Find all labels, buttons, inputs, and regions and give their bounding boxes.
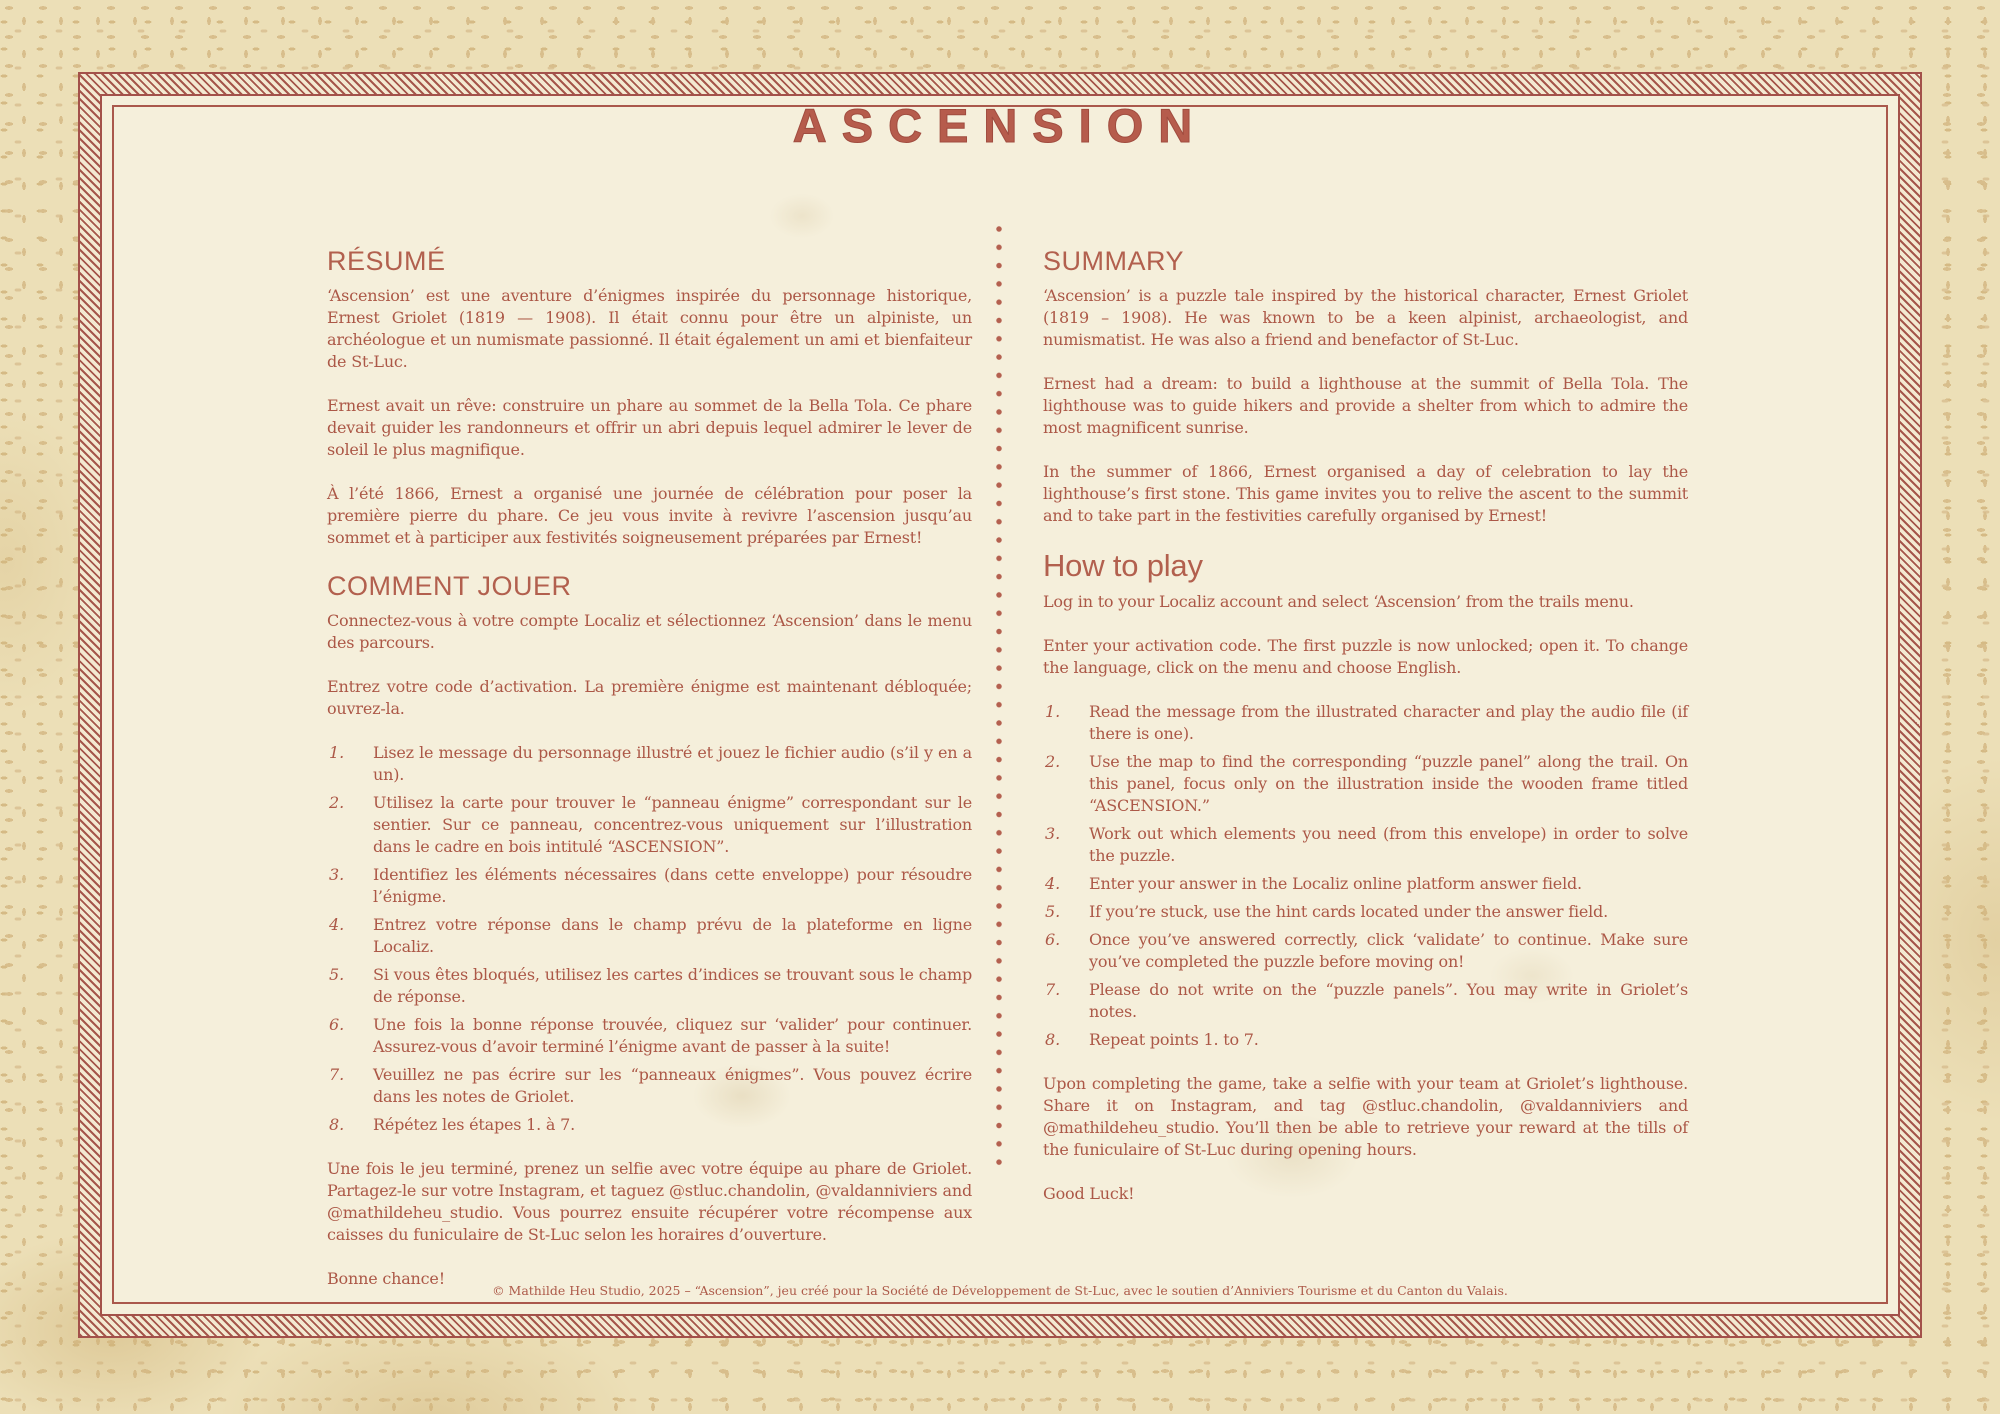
step-item	[327, 1114, 972, 1136]
heading-summary: SUMMARY	[1043, 246, 1185, 276]
step-item	[327, 1064, 972, 1108]
column-divider-dotted	[995, 224, 1003, 1176]
column-french	[327, 246, 972, 1290]
step-number: 3.	[329, 865, 345, 884]
paragraph: Enter your activation code. The first puzzle is now unlocked; open it. To change the language, click on the menu and choose English.	[1043, 636, 1688, 677]
step-text: Entrez votre réponse dans le champ prévu de la plateforme en ligne Localiz.	[373, 915, 972, 956]
paragraph: In the summer of 1866, Ernest organised a day of celebration to lay the lighthouse’s first stone. This game invites you to relive the ascent to the summit and to take part in the festivities carefully organised by Ernest!	[1043, 462, 1688, 525]
paragraph: Log in to your Localiz account and select ‘Ascension’ from the trails menu.	[1043, 592, 1634, 611]
step-text: Lisez le message du personnage illustré et jouez le fichier audio (s’il y en a un).	[373, 743, 972, 784]
steps-list-english	[1043, 701, 1688, 1051]
step-text: Utilisez la carte pour trouver le “panneau énigme” correspondant sur le sentier. Sur ce panneau, concentrez-vous uniquement sur l’illustration dans le cadre en bois intitulé “ASCENSION”.	[373, 793, 972, 856]
step-text: Enter your answer in the Localiz online platform answer field.	[1089, 874, 1582, 893]
step-number: 4.	[329, 915, 345, 934]
step-text: Si vous êtes bloqués, utilisez les cartes d’indices se trouvant sous le champ de réponse.	[373, 965, 972, 1006]
step-text: Une fois la bonne réponse trouvée, cliquez sur ‘valider’ pour continuer. Assurez-vous d’avoir terminé l’énigme avant de passer à la suite!	[373, 1015, 972, 1056]
heading-how-to-play: How to play	[1043, 548, 1203, 583]
step-number: 2.	[1045, 752, 1061, 771]
closing-line: Bonne chance!	[327, 1269, 445, 1288]
step-number: 1.	[1045, 702, 1061, 721]
paragraph: ‘Ascension’ est une aventure d’énigmes inspirée du personnage historique, Ernest Griolet (1819 — 1908). Il était connu pour être un alpiniste, un archéologue et un numismate passionné. Il était également un ami et bienfaiteur de St-Luc.	[327, 286, 972, 371]
step-number: 6.	[329, 1015, 345, 1034]
step-item	[1043, 701, 1688, 745]
step-item	[327, 864, 972, 908]
step-number: 7.	[1045, 980, 1061, 999]
outro-paragraph: Upon completing the game, take a selfie with your team at Griolet’s lighthouse. Share it on Instagram, and tag @stluc.chandolin, @valdanniviers and @mathildeheu_studio. You’ll then be able to retrieve your reward at the tills of the funiculaire of St-Luc during opening hours.	[1043, 1074, 1688, 1159]
step-item	[327, 914, 972, 958]
step-item	[327, 1014, 972, 1058]
step-item	[1043, 751, 1688, 817]
step-text: Use the map to find the corresponding “puzzle panel” along the trail. On this panel, focus only on the illustration inside the wooden frame titled “ASCENSION.”	[1089, 752, 1688, 815]
step-number: 5.	[1045, 902, 1061, 921]
step-text: Once you’ve answered correctly, click ‘validate’ to continue. Make sure you’ve completed the puzzle before moving on!	[1089, 930, 1688, 971]
paragraph: Connectez-vous à votre compte Localiz et sélectionnez ‘Ascension’ dans le menu des parcours.	[327, 611, 972, 652]
heading-resume: RÉSUMÉ	[327, 246, 446, 276]
step-text: Repeat points 1. to 7.	[1089, 1030, 1259, 1049]
paragraph: À l’été 1866, Ernest a organisé une journée de célébration pour poser la première pierre du phare. Ce jeu vous invite à revivre l’ascension jusqu’au sommet et à participer aux festivités soigneusement préparées par Ernest!	[327, 484, 972, 547]
paragraph: ‘Ascension’ is a puzzle tale inspired by the historical character, Ernest Griolet (1819 – 1908). He was known to be a keen alpinist, archaeologist, and numismatist. He was also a friend and benefactor of St-Luc.	[1043, 286, 1688, 349]
step-item	[327, 792, 972, 858]
step-number: 6.	[1045, 930, 1061, 949]
step-item	[1043, 823, 1688, 867]
steps-list-french	[327, 742, 972, 1136]
step-item	[1043, 1029, 1688, 1051]
footer-credit: © Mathilde Heu Studio, 2025 – “Ascension”, jeu créé pour la Société de Développement de St-Luc, avec le soutien d’Anniviers Tourisme et du Canton du Valais.	[492, 1283, 1508, 1298]
step-item	[327, 742, 972, 786]
step-item	[1043, 901, 1688, 923]
paragraph: Ernest avait un rêve: construire un phare au sommet de la Bella Tola. Ce phare devait guider les randonneurs et offrir un abri depuis lequel admirer le lever de soleil le plus magnifique.	[327, 396, 972, 459]
step-text: Veuillez ne pas écrire sur les “panneaux énigmes”. Vous pouvez écrire dans les notes de Griolet.	[373, 1065, 972, 1106]
step-number: 4.	[1045, 874, 1061, 893]
paragraph: Entrez votre code d’activation. La première énigme est maintenant débloquée; ouvrez-la.	[327, 677, 972, 718]
paragraph: Ernest had a dream: to build a lighthouse at the summit of Bella Tola. The lighthouse was to guide hikers and provide a shelter from which to admire the most magnificent sunrise.	[1043, 374, 1688, 437]
step-item	[327, 964, 972, 1008]
step-text: Identifiez les éléments nécessaires (dans cette enveloppe) pour résoudre l’énigme.	[373, 865, 972, 906]
heading-comment-jouer: COMMENT JOUER	[327, 571, 572, 601]
outro-paragraph: Une fois le jeu terminé, prenez un selfie avec votre équipe au phare de Griolet. Partagez-le sur votre Instagram, et taguez @stluc.chandolin, @valdanniviers and @mathildeheu_studio. Vous pourrez ensuite récupérer votre récompense aux caisses du funiculaire de St-Luc selon les horaires d’ouverture.	[327, 1159, 972, 1244]
step-number: 2.	[329, 793, 345, 812]
step-number: 5.	[329, 965, 345, 984]
step-number: 7.	[329, 1065, 345, 1084]
step-item	[1043, 979, 1688, 1023]
page-title: ASCENSION	[792, 99, 1208, 152]
step-number: 8.	[329, 1115, 345, 1134]
step-text: Work out which elements you need (from this envelope) in order to solve the puzzle.	[1089, 824, 1688, 865]
step-text: Read the message from the illustrated character and play the audio file (if there is one).	[1089, 702, 1688, 743]
column-english	[1043, 246, 1688, 1205]
step-number: 8.	[1045, 1030, 1061, 1049]
step-text: If you’re stuck, use the hint cards located under the answer field.	[1089, 902, 1608, 921]
step-item	[1043, 929, 1688, 973]
closing-line: Good Luck!	[1043, 1184, 1135, 1203]
step-text: Please do not write on the “puzzle panels”. You may write in Griolet’s notes.	[1089, 980, 1688, 1021]
step-item	[1043, 873, 1688, 895]
step-number: 1.	[329, 743, 345, 762]
step-text: Répétez les étapes 1. à 7.	[373, 1115, 576, 1134]
step-number: 3.	[1045, 824, 1061, 843]
